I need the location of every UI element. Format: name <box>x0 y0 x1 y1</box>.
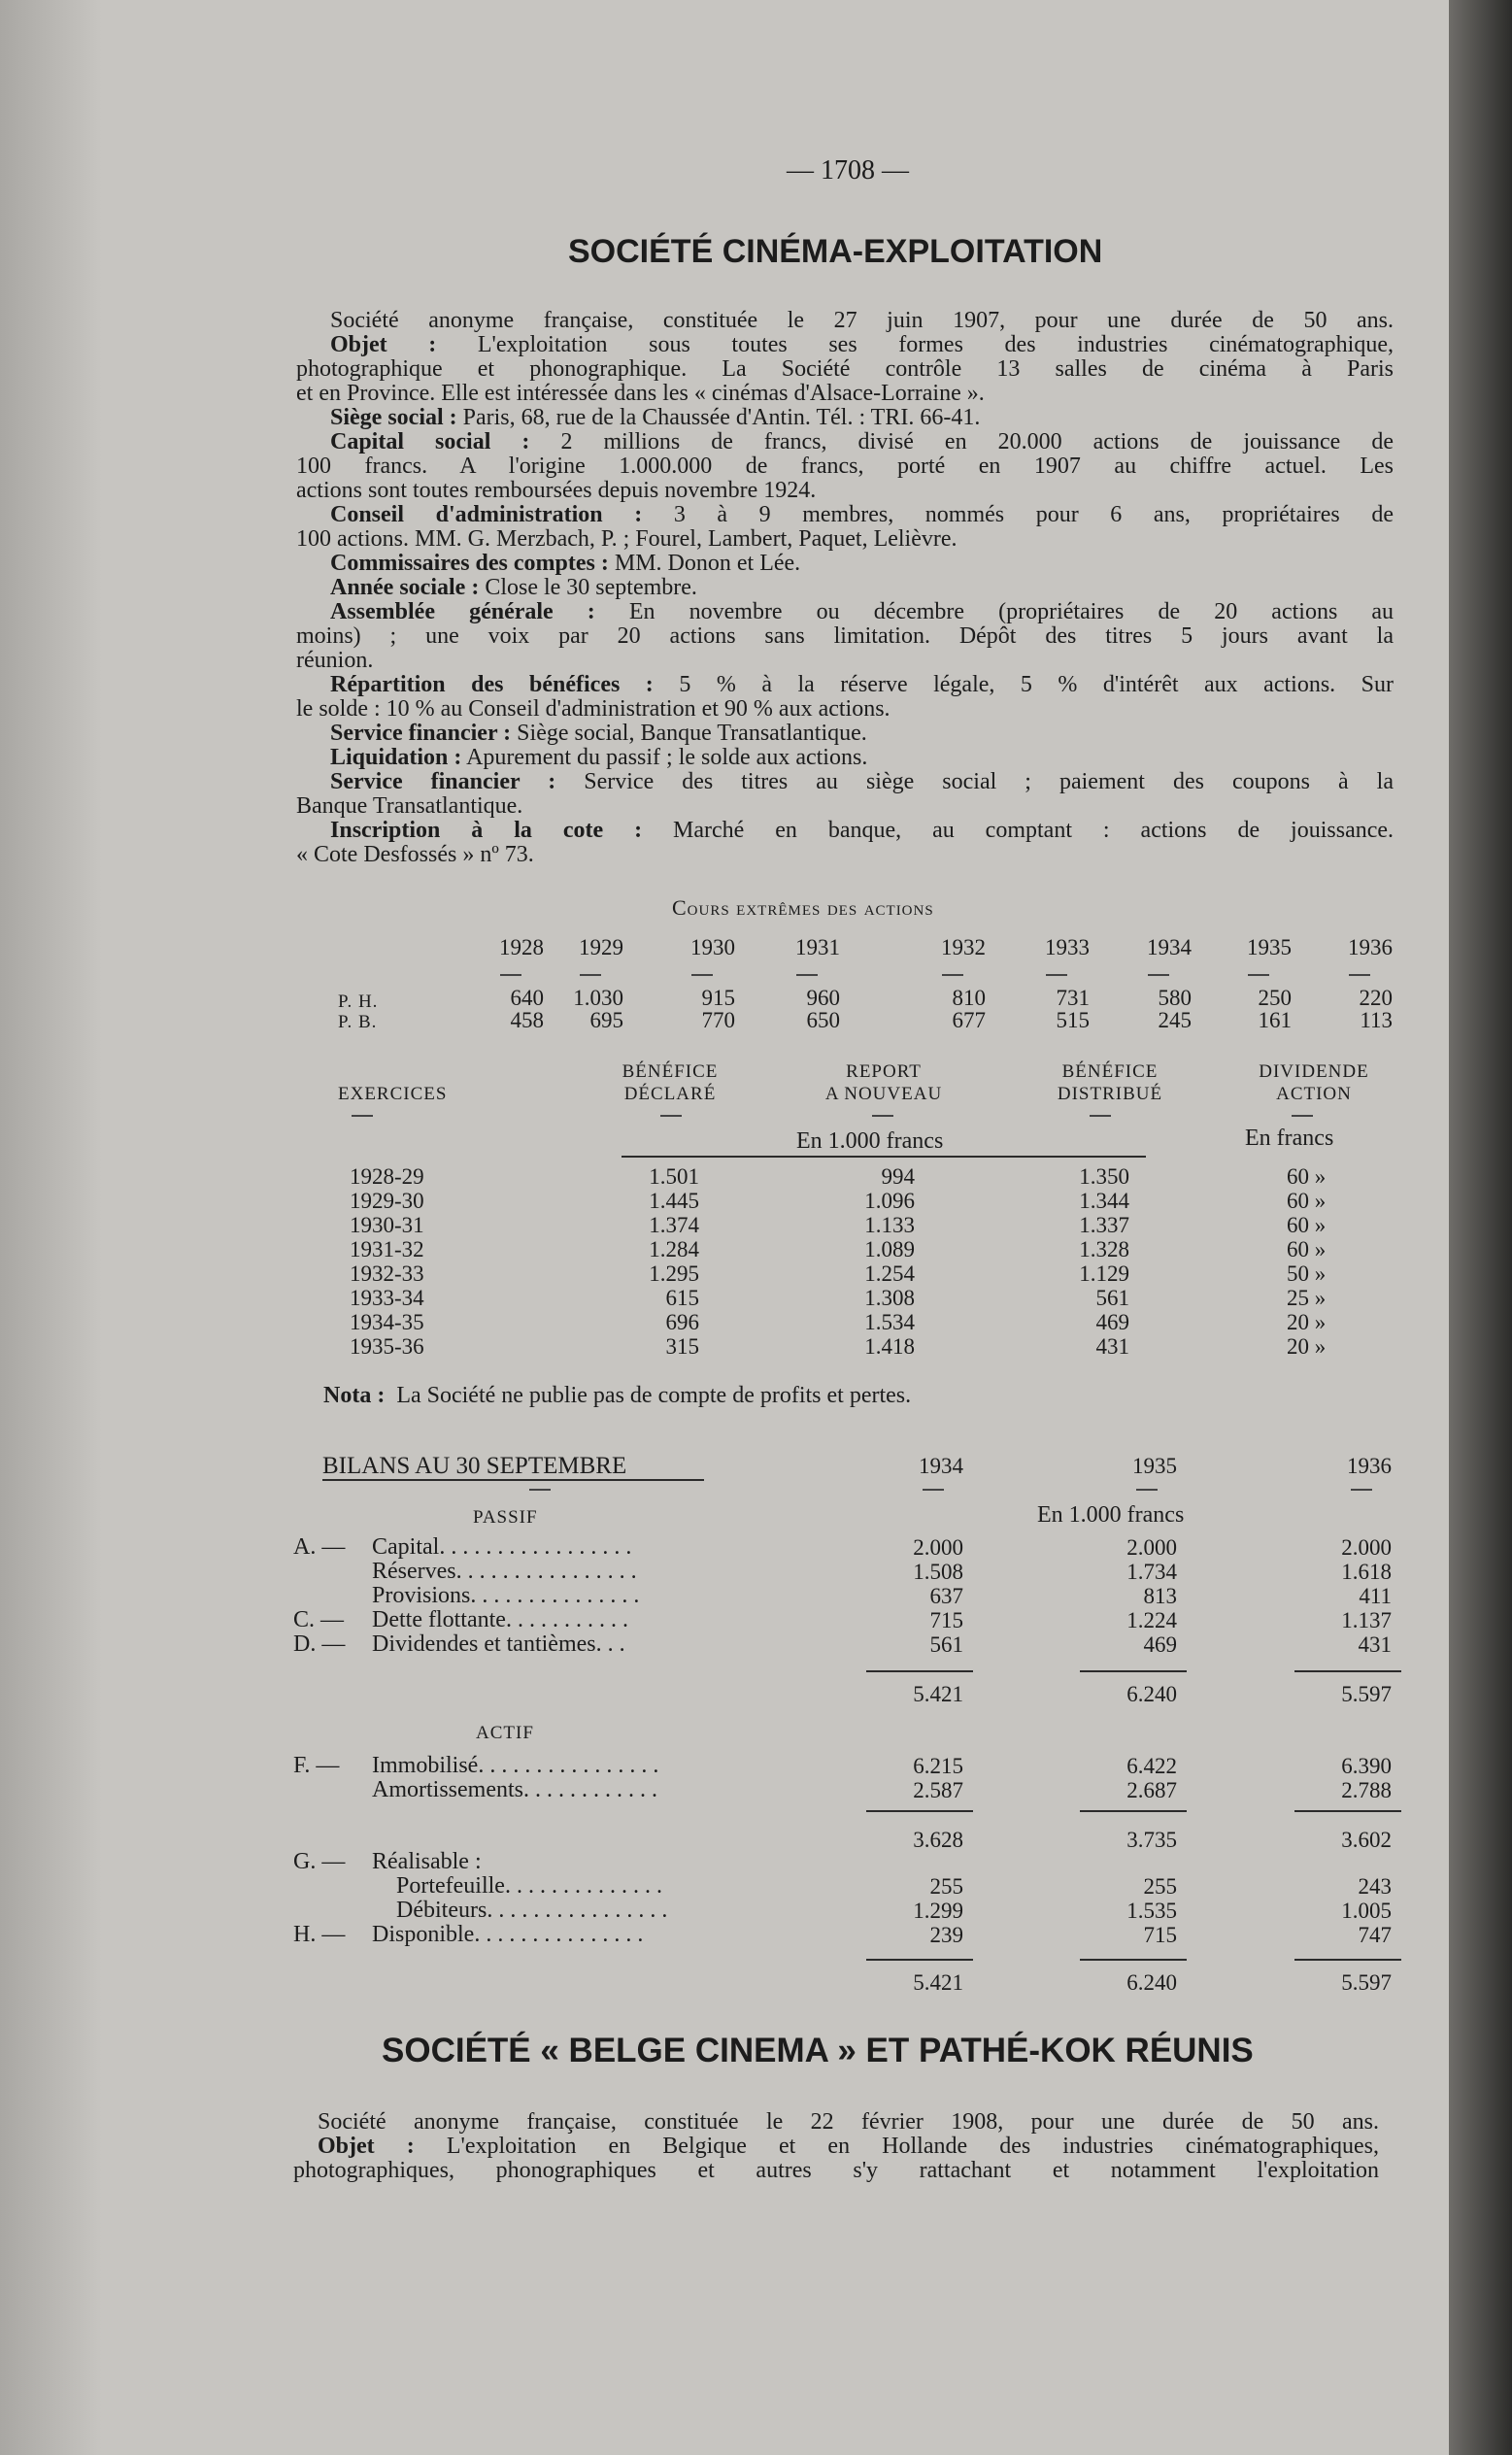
commissaires-label: Commissaires des comptes : <box>330 551 609 576</box>
annee-label: Année sociale : <box>330 575 480 600</box>
cours-year-dash <box>942 974 963 976</box>
benefice-value: 315 <box>665 1334 699 1359</box>
leader-dots: . . . . . . . . . . . . . . <box>504 1873 662 1899</box>
bilan-value: 1.618 <box>1341 1560 1392 1584</box>
repartition-label: Répartition des bénéfices : <box>330 672 654 697</box>
leader-dots: . . . . . . . . . . . <box>505 1607 628 1632</box>
row-label <box>372 1778 657 1802</box>
bilan-value: 6.215 <box>913 1754 963 1778</box>
passif-label: PASSIF <box>473 1507 538 1528</box>
bilan-year-dash <box>1351 1489 1372 1491</box>
dividende-value: 60 » <box>1287 1237 1327 1261</box>
row-prefix: C. — <box>293 1607 345 1632</box>
total-rule <box>1080 1810 1187 1812</box>
ph-value: 580 <box>1158 986 1192 1010</box>
bilan-year-dash <box>923 1489 944 1491</box>
col-benefice-2: DÉCLARÉ <box>623 1084 717 1104</box>
row-label <box>372 1535 631 1560</box>
row-label <box>396 1899 667 1923</box>
passif-total: 5.421 <box>913 1682 963 1706</box>
bilan-value: 1.734 <box>1126 1560 1177 1584</box>
row-label <box>372 1584 639 1608</box>
nota-text: La Société ne publie pas de compte de profits et pertes. <box>396 1383 912 1408</box>
actif1-total: 3.735 <box>1126 1828 1177 1852</box>
report-value: 994 <box>881 1164 915 1189</box>
row-prefix: D. — <box>293 1631 346 1657</box>
col-benefice-1: BÉNÉFICE <box>622 1061 719 1082</box>
row-prefix: A. — <box>293 1534 346 1560</box>
cours-year-dash <box>691 974 713 976</box>
siege-label: Siège social : <box>330 405 457 430</box>
benefice-value: 1.445 <box>649 1189 699 1213</box>
s1-commissaires <box>330 552 1428 576</box>
cours-year: 1935 <box>1247 935 1292 959</box>
ph-label: P. H. <box>338 992 379 1012</box>
inscription-text: Marché en banque, au comptant : actions de jouissance. <box>673 818 1394 843</box>
pb-value: 677 <box>952 1008 986 1032</box>
cours-year: 1931 <box>795 935 840 959</box>
ph-value: 1.030 <box>573 986 623 1010</box>
s2-objet-l2: photographiques, phonographiques et autres s'y rattachant et notamment l'exploitation <box>293 2158 1379 2183</box>
total-rule <box>866 1810 973 1812</box>
exercice-year: 1934-35 <box>350 1310 424 1334</box>
total-rule <box>1294 1959 1401 1961</box>
report-value: 1.418 <box>864 1334 915 1359</box>
s1-conseil-l2: 100 actions. MM. G. Merzbach, P. ; Fourel, Lambert, Paquet, Lelièvre. <box>296 526 958 552</box>
bilan-value: 6.422 <box>1126 1754 1177 1778</box>
s1-objet-l2: photographique et phonographique. La Société contrôle 13 salles de cinéma à Paris <box>296 356 1394 382</box>
s1-assemblee-l2: moins) ; une voix par 20 actions sans limitation. Dépôt des titres 5 jours avant la <box>296 623 1394 649</box>
bilan-value: 715 <box>1143 1923 1177 1947</box>
section2-title: SOCIÉTÉ « BELGE CINEMA » ET PATHÉ-KOK RÉUNIS <box>382 2032 1254 2069</box>
row-label <box>372 1754 658 1778</box>
ph-value: 960 <box>806 986 840 1010</box>
bilans-title-dash <box>529 1489 551 1491</box>
actif-total: 6.240 <box>1126 1970 1177 1995</box>
exercice-year: 1930-31 <box>350 1213 424 1237</box>
pb-value: 458 <box>510 1008 544 1032</box>
conseil-text: 3 à 9 membres, nommés pour 6 ans, propriétaires de <box>673 502 1394 527</box>
rep-col-dash <box>872 1115 893 1117</box>
capital-text: 2 millions de francs, divisé en 20.000 actions de jouissance de <box>560 429 1394 454</box>
nota <box>323 1384 911 1408</box>
service2-label: Service financier : <box>330 769 556 794</box>
col-distribue-1: BÉNÉFICE <box>1061 1061 1159 1082</box>
actif-label: ACTIF <box>476 1723 534 1743</box>
leader-dots: . . . . . . . . . . . . . . . . <box>478 1753 659 1778</box>
row-label-text: Réserves <box>372 1559 456 1584</box>
distribue-value: 1.129 <box>1079 1261 1129 1286</box>
s1-service2-l2: Banque Transatlantique. <box>296 793 523 819</box>
s1-objet <box>330 333 1394 357</box>
ph-value: 810 <box>952 986 986 1010</box>
row-label <box>372 1560 637 1584</box>
ph-value: 640 <box>510 986 544 1010</box>
bilan-value: 2.000 <box>1126 1535 1177 1560</box>
pb-value: 113 <box>1360 1008 1393 1032</box>
total-rule <box>1080 1670 1187 1672</box>
bilan-value: 411 <box>1359 1584 1392 1608</box>
binding-shadow <box>0 0 102 2455</box>
s1-service2 <box>330 770 1394 794</box>
report-value: 1.534 <box>864 1310 915 1334</box>
bilans-title: BILANS AU 30 SEPTEMBRE <box>322 1453 627 1479</box>
row-prefix: H. — <box>293 1922 346 1947</box>
ph-value: 220 <box>1359 986 1393 1010</box>
section1-title: SOCIÉTÉ CINÉMA-EXPLOITATION <box>568 233 1103 270</box>
dividende-value: 60 » <box>1287 1213 1327 1237</box>
distribue-value: 469 <box>1095 1310 1129 1334</box>
col-dividende-2: ACTION <box>1276 1084 1352 1104</box>
bilan-value: 6.390 <box>1341 1754 1392 1778</box>
bilan-value: 255 <box>1143 1874 1177 1899</box>
dist-col-dash <box>1090 1115 1111 1117</box>
s2-objet <box>318 2135 1379 2159</box>
s2-objet-label: Objet : <box>318 2134 415 2159</box>
s1-siege <box>330 406 1428 430</box>
objet-text: L'exploitation sous toutes ses formes des industries cinématographique, <box>477 332 1394 357</box>
leader-dots: . . . . . . . . . . . . . . . <box>474 1922 644 1947</box>
actif-total: 5.597 <box>1341 1970 1392 1995</box>
benefice-value: 1.295 <box>649 1261 699 1286</box>
bilan-value: 2.000 <box>1341 1535 1392 1560</box>
leader-dots: . . . . . . . . . . . . <box>523 1777 657 1802</box>
liquidation-text: Apurement du passif ; le solde aux actions. <box>466 745 868 770</box>
exercice-year: 1928-29 <box>350 1164 424 1189</box>
row-label-text: Portefeuille <box>396 1873 505 1899</box>
bilan-value: 2.000 <box>913 1535 963 1560</box>
realisable-label: Réalisable : <box>372 1849 482 1874</box>
dividende-value: 20 » <box>1287 1310 1327 1334</box>
dividende-value: 20 » <box>1287 1334 1327 1359</box>
s1-intro: Société anonyme française, constituée le 27 juin 1907, pour une durée de 50 ans. <box>330 308 1394 333</box>
benefice-value: 1.374 <box>649 1213 699 1237</box>
bilan-value: 255 <box>929 1874 963 1899</box>
cours-year-dash <box>796 974 818 976</box>
pb-value: 161 <box>1258 1008 1292 1032</box>
repartition-text: 5 % à la réserve légale, 5 % d'intérêt aux actions. Sur <box>679 672 1394 697</box>
total-rule <box>1080 1959 1187 1961</box>
pb-value: 245 <box>1158 1008 1192 1032</box>
dividende-value: 25 » <box>1287 1286 1327 1310</box>
service2-text: Service des titres au siège social ; paiement des coupons à la <box>584 769 1394 794</box>
leader-dots: . . . . . . . . . . . . . . . . <box>455 1559 637 1584</box>
bilans-title-underline <box>322 1479 704 1481</box>
exercice-year: 1932-33 <box>350 1261 424 1286</box>
s1-conseil <box>330 503 1394 527</box>
row-label-text: Dette flottante <box>372 1607 506 1632</box>
row-label-text: Disponible <box>372 1922 475 1947</box>
dividende-value: 60 » <box>1287 1164 1327 1189</box>
bilan-value: 715 <box>929 1608 963 1632</box>
cours-year: 1934 <box>1147 935 1192 959</box>
distribue-value: 1.344 <box>1079 1189 1129 1213</box>
dividende-value: 50 » <box>1287 1261 1327 1286</box>
exercice-year: 1935-36 <box>350 1334 424 1359</box>
row-label-text: Provisions <box>372 1583 471 1608</box>
s1-inscription-l2: « Cote Desfossés » nº 73. <box>296 842 534 867</box>
cours-year: 1930 <box>690 935 735 959</box>
bilan-value: 1.137 <box>1341 1608 1392 1632</box>
cours-year: 1929 <box>579 935 623 959</box>
bilan-value: 747 <box>1358 1923 1392 1947</box>
distribue-value: 1.337 <box>1079 1213 1129 1237</box>
ph-value: 250 <box>1258 986 1292 1010</box>
bilan-value: 2.587 <box>913 1778 963 1802</box>
row-label-text: Immobilisé <box>372 1753 479 1778</box>
pb-value: 515 <box>1056 1008 1090 1032</box>
page-number: — 1708 — <box>787 155 909 185</box>
row-label <box>396 1874 662 1899</box>
assemblee-text: En novembre ou décembre (propriétaires de 20 actions au <box>628 599 1394 624</box>
row-label-text: Dividendes et tantièmes <box>372 1631 596 1657</box>
bilan-value: 243 <box>1358 1874 1392 1899</box>
cours-year: 1932 <box>941 935 986 959</box>
ph-value: 731 <box>1056 986 1090 1010</box>
total-rule <box>1294 1810 1401 1812</box>
ex-col-dash <box>352 1115 373 1117</box>
col-dividende-1: DIVIDENDE <box>1259 1061 1369 1082</box>
distribue-value: 1.328 <box>1079 1237 1129 1261</box>
pb-value: 770 <box>701 1008 735 1032</box>
service1-text: Siège social, Banque Transatlantique. <box>517 721 867 746</box>
row-label-text: Amortissements <box>372 1777 523 1802</box>
total-rule <box>866 1959 973 1961</box>
annee-text: Close le 30 septembre. <box>485 575 697 600</box>
unit-francs: En francs <box>1245 1126 1334 1151</box>
cours-year-dash <box>1046 974 1067 976</box>
passif-total: 5.597 <box>1341 1682 1392 1706</box>
bilan-value: 2.687 <box>1126 1778 1177 1802</box>
bilan-value: 1.508 <box>913 1560 963 1584</box>
bilan-value: 1.224 <box>1126 1608 1177 1632</box>
bilan-value: 469 <box>1143 1632 1177 1657</box>
bilan-value: 1.535 <box>1126 1899 1177 1923</box>
col-report-1: REPORT <box>846 1061 922 1082</box>
benefice-value: 615 <box>665 1286 699 1310</box>
actif1-total: 3.628 <box>913 1828 963 1852</box>
s1-liquidation <box>330 746 1428 770</box>
ph-value: 915 <box>701 986 735 1010</box>
cours-year: 1933 <box>1045 935 1090 959</box>
commissaires-text: MM. Donon et Lée. <box>614 551 801 576</box>
capital-label: Capital social : <box>330 429 530 454</box>
leader-dots: . . . . . . . . . . . . . . . <box>470 1583 640 1608</box>
leader-dots: . . . . . . . . . . . . . . . . . <box>439 1534 632 1560</box>
col-report-2: A NOUVEAU <box>824 1084 943 1104</box>
pb-label: P. B. <box>338 1012 378 1032</box>
row-label <box>372 1923 643 1947</box>
realisable-prefix: G. — <box>293 1849 346 1874</box>
s2-objet-text: L'exploitation en Belgique et en Hollande des industries cinématographiques, <box>446 2134 1379 2159</box>
bilan-year-dash <box>1136 1489 1158 1491</box>
report-value: 1.254 <box>864 1261 915 1286</box>
total-rule <box>1294 1670 1401 1672</box>
row-label <box>372 1632 625 1657</box>
actif1-total: 3.602 <box>1341 1828 1392 1852</box>
bilan-value: 561 <box>929 1632 963 1657</box>
nota-label: Nota : <box>323 1383 386 1408</box>
bilans-unit: En 1.000 francs <box>1037 1502 1185 1528</box>
actif-total: 5.421 <box>913 1970 963 1995</box>
s1-assemblee-l3: réunion. <box>296 648 374 673</box>
cours-year-dash <box>1148 974 1169 976</box>
bilan-value: 2.788 <box>1341 1778 1392 1802</box>
objet-label: Objet : <box>330 332 437 357</box>
s1-objet-l3: et en Province. Elle est intéressée dans les « cinémas d'Alsace-Lorraine ». <box>296 381 985 406</box>
row-label-text: Capital <box>372 1534 440 1560</box>
bilan-value: 813 <box>1143 1584 1177 1608</box>
s1-inscription <box>330 819 1394 843</box>
report-value: 1.133 <box>864 1213 915 1237</box>
service1-label: Service financier : <box>330 721 512 746</box>
row-prefix: F. — <box>293 1753 340 1778</box>
unit-1000-francs: En 1.000 francs <box>796 1128 944 1154</box>
s1-service1 <box>330 722 1428 746</box>
leader-dots: . . . . . . . . . . . . . . . . <box>487 1898 668 1923</box>
exercice-year: 1933-34 <box>350 1286 424 1310</box>
bilan-year: 1934 <box>919 1454 963 1478</box>
row-label-text: Débiteurs <box>396 1898 487 1923</box>
benefice-value: 1.284 <box>649 1237 699 1261</box>
bilan-year: 1935 <box>1132 1454 1177 1478</box>
cours-year: 1936 <box>1348 935 1393 959</box>
bilan-value: 1.005 <box>1341 1899 1392 1923</box>
bilan-year: 1936 <box>1347 1454 1392 1478</box>
s1-capital-l3: actions sont toutes remboursées depuis novembre 1924. <box>296 478 817 503</box>
s1-annee <box>330 576 1428 600</box>
bilan-value: 239 <box>929 1923 963 1947</box>
unit-rule <box>622 1156 1146 1158</box>
col-exercices: EXERCICES <box>338 1084 448 1104</box>
distribue-value: 431 <box>1095 1334 1129 1359</box>
report-value: 1.308 <box>864 1286 915 1310</box>
cours-title: Cours extrêmes des actions <box>672 895 934 920</box>
pb-value: 695 <box>589 1008 623 1032</box>
inscription-label: Inscription à la cote : <box>330 818 643 843</box>
s1-assemblee <box>330 600 1394 624</box>
siege-text: Paris, 68, rue de la Chaussée d'Antin. Tél. : TRI. 66-41. <box>462 405 981 430</box>
conseil-label: Conseil d'administration : <box>330 502 643 527</box>
benefice-value: 696 <box>665 1310 699 1334</box>
book-edge <box>1449 0 1512 2455</box>
total-rule <box>866 1670 973 1672</box>
cours-year-dash <box>1349 974 1370 976</box>
cours-year-dash <box>1248 974 1269 976</box>
bilan-value: 431 <box>1358 1632 1392 1657</box>
distribue-value: 561 <box>1095 1286 1129 1310</box>
div-col-dash <box>1292 1115 1313 1117</box>
dividende-value: 60 » <box>1287 1189 1327 1213</box>
bilan-value: 637 <box>929 1584 963 1608</box>
liquidation-label: Liquidation : <box>330 745 462 770</box>
row-label <box>372 1608 628 1632</box>
benefice-value: 1.501 <box>649 1164 699 1189</box>
cours-year: 1928 <box>499 935 544 959</box>
leader-dots: . . . <box>595 1631 625 1657</box>
exercice-year: 1929-30 <box>350 1189 424 1213</box>
exercice-year: 1931-32 <box>350 1237 424 1261</box>
s1-capital-l2: 100 francs. A l'origine 1.000.000 de francs, porté en 1907 au chiffre actuel. Les <box>296 454 1394 479</box>
bilan-value: 1.299 <box>913 1899 963 1923</box>
report-value: 1.096 <box>864 1189 915 1213</box>
cours-year-dash <box>500 974 521 976</box>
cours-year-dash <box>580 974 601 976</box>
ben-col-dash <box>660 1115 682 1117</box>
pb-value: 650 <box>806 1008 840 1032</box>
s1-capital <box>330 430 1394 454</box>
report-value: 1.089 <box>864 1237 915 1261</box>
passif-total: 6.240 <box>1126 1682 1177 1706</box>
s1-repartition-l2: le solde : 10 % au Conseil d'administration et 90 % aux actions. <box>296 696 890 722</box>
distribue-value: 1.350 <box>1079 1164 1129 1189</box>
s1-repartition <box>330 673 1394 697</box>
col-distribue-2: DISTRIBUÉ <box>1057 1084 1163 1104</box>
s2-intro: Société anonyme française, constituée le 22 février 1908, pour une durée de 50 ans. <box>318 2109 1379 2135</box>
assemblee-label: Assemblée générale : <box>330 599 595 624</box>
